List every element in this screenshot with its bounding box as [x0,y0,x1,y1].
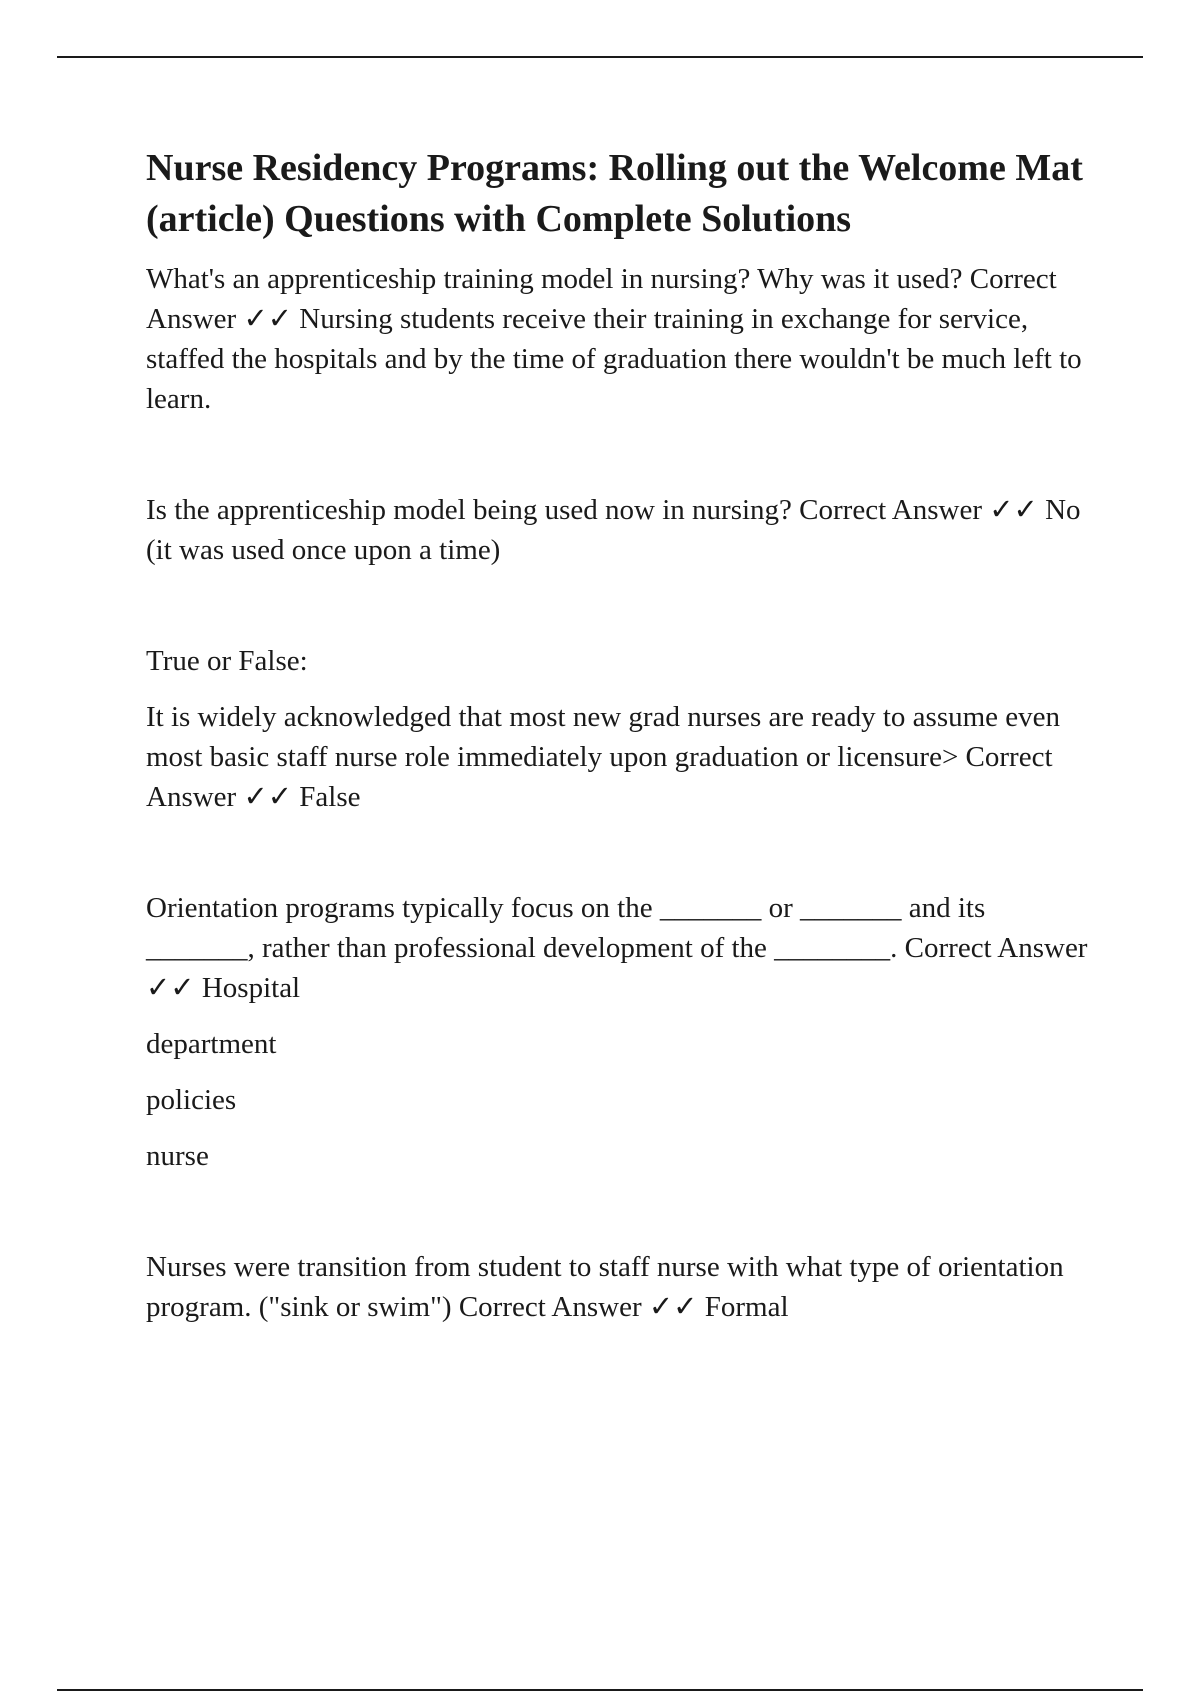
qa-4-answer-policies: policies [146,1084,237,1116]
qa-item-2 [146,490,1096,570]
qa-item-1 [146,259,1096,419]
qa-4-text: Orientation programs typically focus on the _______ or _______ and its _______, rather than professional development of the ________. Correct Answer ✓✓ Hospital [146,892,1088,1004]
top-divider [57,56,1143,58]
qa-item-4 [146,888,1096,1176]
qa-4-answer-nurse: nurse [146,1140,209,1172]
qa-item-3 [146,641,1096,817]
qa-2-text: Is the apprenticeship model being used now in nursing? Correct Answer ✓✓ No (it was used once upon a time) [146,494,1081,566]
bottom-divider [57,1689,1143,1691]
qa-4-answer-department: department [146,1028,277,1060]
qa-1-text: What's an apprenticeship training model in nursing? Why was it used? Correct Answer ✓✓ Nursing students receive their training in exchange for service, staffed the hospitals and by the time of graduation there wouldn't be much left to learn. [146,263,1082,415]
document-body [146,143,1096,1327]
qa-item-5 [146,1247,1096,1327]
qa-3-text: It is widely acknowledged that most new grad nurses are ready to assume even most basic staff nurse role immediately upon graduation or licensure> Correct Answer ✓✓ False [146,701,1061,813]
qa-3-prompt: True or False: [146,645,308,677]
page-title: Nurse Residency Programs: Rolling out the Welcome Mat (article) Questions with Complete Solutions [146,147,1083,240]
qa-5-text: Nurses were transition from student to staff nurse with what type of orientation program. ("sink or swim") Correct Answer ✓✓ Formal [146,1251,1064,1323]
